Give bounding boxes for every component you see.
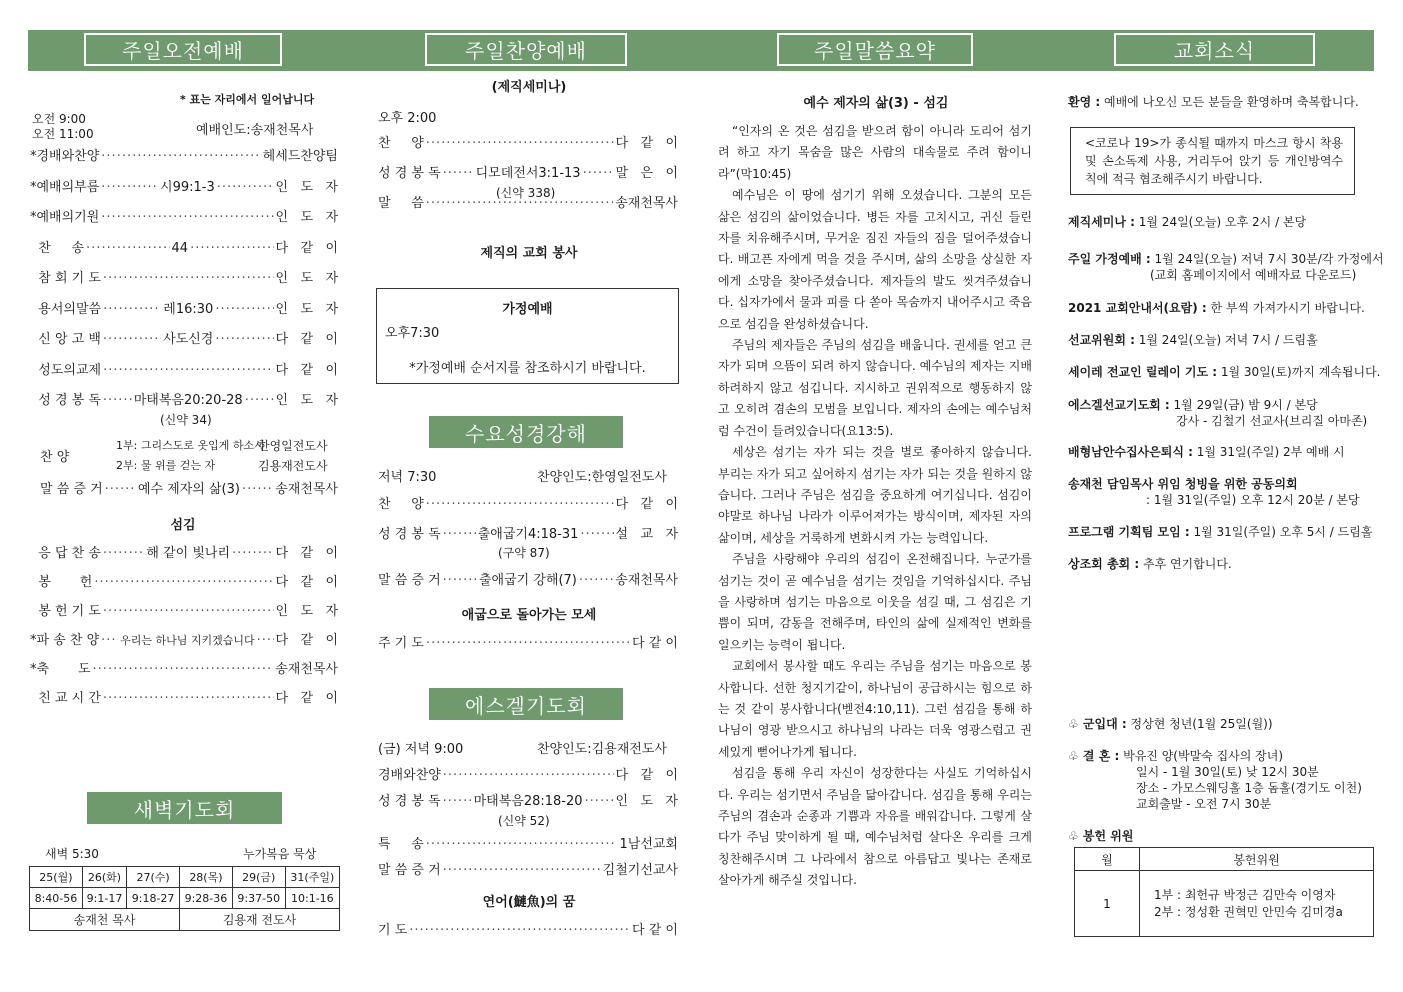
day-cell: 27(수) xyxy=(127,867,180,888)
offering-table xyxy=(1074,847,1374,937)
news-item-text: 1월 24일(오늘) 저녁 7시 / 드림홀 xyxy=(1138,333,1318,347)
dawn-topic: 누가복음 묵상 xyxy=(243,847,317,861)
order-item-content: 레16:30 xyxy=(163,301,214,317)
news-item xyxy=(1068,476,1298,493)
news-item-text: 한 부씩 가져가시기 바랍니다. xyxy=(1210,301,1365,315)
verse-cell: 8:40-56 xyxy=(30,888,83,909)
order-row xyxy=(30,545,338,563)
news-item xyxy=(1068,524,1372,541)
order-item-who: 다 같 이 xyxy=(275,332,338,347)
summary-paragraph: 세상은 섬기는 자가 되는 것을 별로 좋아하지 않습니다. 부리는 자가 되고 싶어하지 섬기는 자가 되는 것을 원하지 않습니다. 그러나 주님은 섬김을 중요하게 여기십니다. 섬김이야말로 하나님 나라가 이루어져가는 방식이며, 제자된 자의 삶이며, 세상을 거룩하게 변화시켜 가는 능력입니다. xyxy=(718,445,1032,545)
sermon-preacher: 송재천목사 xyxy=(275,482,338,497)
order-item-label: 찬 양 xyxy=(378,136,424,151)
military-text: 정상현 청년(1월 25일(월)) xyxy=(1130,717,1273,731)
wedding-line xyxy=(1068,748,1283,765)
order-item-content: 우리는 하나님 지키겠습니다 xyxy=(120,634,255,647)
order-item-label: 봉 헌 xyxy=(30,575,93,590)
order-row xyxy=(30,148,338,166)
header-church-news: 교회소식 xyxy=(1114,33,1315,66)
leader-cell: 송재천 목사 xyxy=(30,909,180,931)
order-row xyxy=(378,165,678,183)
order-item-who: 인 도 자 xyxy=(275,393,338,408)
verse-cell: 9:37-50 xyxy=(232,888,285,909)
order-row xyxy=(30,392,338,410)
offering-head-month: 월 xyxy=(1075,848,1140,871)
wedding-place: 장소 - 가모스웨딩홀 1층 돔홀(경기도 이천) xyxy=(1136,781,1362,795)
order-item-content: 디모데전서3:1-13 xyxy=(475,166,581,181)
wedding-bus: 교회출발 - 오전 7시 30분 xyxy=(1136,797,1272,811)
news-item xyxy=(1068,332,1318,349)
order-item-content: 시99:1-3 xyxy=(160,179,215,195)
news-item-label: 배형남안수집사은퇴식 : xyxy=(1068,445,1193,459)
order-row xyxy=(30,362,338,380)
sermon-title: 예수 제자의 삶(3) xyxy=(137,482,240,497)
order-item-label: 참 회 기 도 xyxy=(30,271,101,286)
ezekiel-prayer-who: 다 같 이 xyxy=(632,923,678,938)
news-item xyxy=(1176,413,1367,430)
order-item-label: 성도의교제 xyxy=(30,362,102,378)
order-item-label: *파 송 찬 양 xyxy=(30,633,100,648)
news-item-text: 1월 31일(주일) 오후 5시 / 드림홀 xyxy=(1193,525,1373,539)
news-item xyxy=(1068,364,1381,381)
ezekiel-bible-page: (신약 52) xyxy=(498,814,550,828)
verse-cell: 9:18-27 xyxy=(127,888,180,909)
order-item-who: 송재천목사 xyxy=(275,662,338,677)
order-row xyxy=(378,496,678,514)
order-item-who: 다 같 이 xyxy=(275,240,338,256)
verse-cell: 10:1-16 xyxy=(285,888,339,909)
summary-paragraph: “인자의 온 것은 섬김을 받으려 함이 아니라 도리어 섬기려 하고 자기 목숨을 많은 사람의 대속물로 주려 함이니라”(막10:45) xyxy=(718,124,1032,181)
summary-paragraph: 예수님은 이 땅에 섬기기 위해 오셨습니다. 그분의 모든 삶은 섬김의 삶이었습니다. 병든 자를 고치시고, 귀신 들린 자를 치유해주시며, 무거운 짐진 자들의 짐을 덜어주셨습니다. 배고픈 자에게 먹을 것을 주시며, 삶의 소망을 상실한 자에게 소망을 찾아주셨습니다. 제자들의 발도 씻겨주셨습니다. 십자가에서 물과 피를 다 쏟아 목숨까지 내어주시고 죽음으로 섬김을 완성하셨습니다. xyxy=(718,188,1032,331)
order-item-who: 다 같 이 xyxy=(615,497,678,512)
order-item-who: 인 도 자 xyxy=(275,210,338,225)
order-item-label: 성 경 봉 독 xyxy=(378,166,441,181)
order-item-who: 다 같 이 xyxy=(275,633,338,648)
header-morning-worship: 주일오전예배 xyxy=(84,33,282,66)
ezekiel-prayer-label: 기 도 xyxy=(378,923,408,938)
offering-label: ♧ 봉헌 위원 xyxy=(1068,829,1134,843)
wednesday-leader: 찬양인도:한영일전도사 xyxy=(537,470,667,485)
seminar-bible-page: (신약 338) xyxy=(496,186,556,200)
day-cell: 25(월) xyxy=(30,867,83,888)
news-item-text: 1월 24일(오늘) 저녁 7시 30분/각 가정에서 xyxy=(1154,252,1384,266)
anthem-1: 1부: 그리스도로 옷입게 하소서 xyxy=(116,439,265,452)
offering-month: 1 xyxy=(1075,871,1140,937)
order-item-who: 다 같 이 xyxy=(275,691,338,706)
offering-members xyxy=(1140,871,1374,937)
order-item-who: 인 도 자 xyxy=(275,271,338,286)
leader-cell: 김용재 전도사 xyxy=(180,909,340,931)
order-item-label: 찬 양 xyxy=(378,497,424,512)
order-row xyxy=(378,767,678,785)
news-item-label: 에스겔선교기도회 : xyxy=(1068,398,1170,412)
home-worship-title: 가정예배 xyxy=(502,302,553,317)
news-item xyxy=(1146,492,1360,509)
offering-1st: 1부 : 최헌규 박정근 김만숙 이영자 xyxy=(1154,887,1336,902)
order-row xyxy=(30,240,338,258)
order-row xyxy=(378,836,678,854)
order-item-content: 해 같이 빛나리 xyxy=(146,546,231,561)
order-item-who: 1남선교회 xyxy=(619,837,678,852)
order-item-label: 말 씀 xyxy=(378,196,424,211)
order-row xyxy=(30,632,338,650)
news-item-text: 1월 29일(금) 밤 9시 / 본당 xyxy=(1173,398,1318,412)
stand-note: * 표는 자리에서 일어납니다 xyxy=(180,93,315,106)
news-item-text: 1월 24일(오늘) 오후 2시 / 본당 xyxy=(1138,215,1307,229)
anthem-2-singer: 김용재전도사 xyxy=(258,459,328,473)
news-item-label: 세이레 전교인 릴레이 기도 : xyxy=(1068,365,1218,379)
news-item xyxy=(1068,214,1306,231)
covid-notice: <코로나 19>가 종식될 때까지 마스크 항시 착용 및 손소독제 사용, 거리두어 앉기 등 개인방역수칙에 적극 협조해주시기 바랍니다. xyxy=(1085,136,1343,186)
order-item-label: 성 경 봉 독 xyxy=(378,527,441,542)
order-item-label: 용서의말씀 xyxy=(30,301,102,317)
order-item-label: *축 도 xyxy=(30,662,91,677)
order-item-who: 인 도 자 xyxy=(275,604,338,619)
order-item-content: 사도신경 xyxy=(163,332,214,347)
service-time-2: 오전 11:00 xyxy=(32,127,94,141)
wednesday-prayer-label: 주 기 도 xyxy=(378,636,424,651)
wednesday-sermon-preacher: 송재천목사 xyxy=(615,573,678,588)
news-item-label: 제직세미나 : xyxy=(1068,215,1135,229)
dawn-schedule-table xyxy=(29,866,340,931)
summary-paragraph: 섬김을 통해 우리 자신이 성장한다는 사실도 기억하십시다. 우리는 섬기면서 주님을 닮아갑니다. 섬김을 통해 우리는 주님의 겸손과 순종과 기쁨과 자유를 배워갑니다. 그렇게 살다가 주님 맞이하게 될 때, 예수님처럼 살다온 우리를 크게 칭찬해주시며 그 나라에서 참으로 아름답고 빛나는 존재로 살아가게 해주실 것입니다. xyxy=(718,766,1032,888)
news-item-label: 주일 가정예배 : xyxy=(1068,252,1151,266)
order-row xyxy=(30,603,338,621)
order-row xyxy=(30,270,338,288)
order-item-who: 인 도 자 xyxy=(275,301,338,317)
news-item xyxy=(1068,251,1384,268)
order-item-label: 응 답 찬 송 xyxy=(30,546,101,561)
order-item-content: 마태복음20:20-28 xyxy=(133,393,243,408)
news-item-label: 프로그램 기획팀 모임 : xyxy=(1068,525,1190,539)
news-item-label: 상조회 총회 : xyxy=(1068,557,1140,571)
anthem-2: 2부: 물 위를 걷는 자 xyxy=(116,459,216,472)
news-item-text: 추후 연기합니다. xyxy=(1142,557,1232,571)
header-praise-worship: 주일찬양예배 xyxy=(425,33,627,66)
order-item-who: 인 도 자 xyxy=(275,179,338,195)
order-row xyxy=(30,331,338,349)
welcome-label: 환영 : xyxy=(1068,95,1101,109)
offering-2nd: 2부 : 정성환 권혁민 안민숙 김미경a xyxy=(1154,904,1343,919)
summary-paragraph: 교회에서 봉사할 때도 우리는 주님을 섬기는 마음으로 봉사합니다. 선한 청지기같이, 하나님이 공급하시는 힘으로 하는 것 같이 봉사합니다(벧전4:10,11). 그런 섬김을 통해 하나님이 영광 받으시고 하나님의 나라는 더욱 영광스럽고 권세있게 뻗어나가게 됩니다. xyxy=(718,659,1032,759)
order-item-label: 신 앙 고 백 xyxy=(30,332,101,347)
order-item-label: 친 교 시 간 xyxy=(30,691,101,706)
order-item-who: 다 같 이 xyxy=(615,768,678,783)
worship-leader: 예배인도:송재천목사 xyxy=(196,123,314,138)
order-item-label: 말 씀 증 거 xyxy=(378,863,441,878)
home-worship-note: *가정예배 순서지를 참조하시기 바랍니다. xyxy=(409,361,646,376)
seminar-topic: 제직의 교회 봉사 xyxy=(480,246,578,261)
news-item xyxy=(1068,556,1232,573)
seminar-time: 오후 2:00 xyxy=(378,111,437,126)
news-item-label: 2021 교회안내서(요람) : xyxy=(1068,301,1207,315)
military-label: ♧ 군입대 : xyxy=(1068,717,1127,731)
order-item-who: 다 같 이 xyxy=(615,136,678,151)
wednesday-topic: 애굽으로 돌아가는 모세 xyxy=(461,608,597,623)
header-sermon-summary: 주일말씀요약 xyxy=(777,33,973,66)
order-row xyxy=(30,661,338,679)
order-item-who: 송재천목사 xyxy=(615,196,678,211)
welcome-line xyxy=(1068,93,1359,110)
sermon-row xyxy=(40,481,338,499)
order-item-who: 김철기선교사 xyxy=(602,863,678,878)
wednesday-prayer-who: 다 같 이 xyxy=(632,636,678,651)
order-item-label: 성 경 봉 독 xyxy=(378,794,441,809)
news-item xyxy=(1068,444,1345,461)
dawn-time: 새벽 5:30 xyxy=(45,847,99,861)
order-row xyxy=(378,135,678,153)
offering-head-members: 봉헌위원 xyxy=(1140,848,1374,871)
order-item-label: *예배의기원 xyxy=(30,210,100,225)
wednesday-prayer-row xyxy=(378,635,678,653)
order-item-label: 봉 헌 기 도 xyxy=(30,604,101,619)
order-item-who: 설 교 자 xyxy=(615,527,678,542)
wednesday-sermon-label: 말 씀 증 거 xyxy=(378,573,441,588)
order-item-content: 마태복음28:18-20 xyxy=(473,794,583,809)
order-item-who: 헤세드찬양팀 xyxy=(262,149,338,164)
news-item-text: : 1월 31일(주일) 오후 12시 20분 / 본당 xyxy=(1146,493,1360,507)
dawn-prayer-title: 새벽기도회 xyxy=(87,792,282,824)
order-row xyxy=(30,690,338,708)
news-item-text: 1월 30일(토)까지 계속됩니다. xyxy=(1220,365,1381,379)
order-item-label: 찬 송 xyxy=(30,240,85,256)
bible-page: (신약 34) xyxy=(160,413,212,427)
wednesday-sermon-row xyxy=(378,572,678,590)
news-item xyxy=(1150,267,1356,284)
summary-paragraph: 주님을 사랑해야 우리의 섬김이 온전해집니다. 누군가를 섬기는 것이 곧 예수님을 섬기는 것임을 기억하십시다. 주님을 사랑하며 섬기는 마음으로 이웃을 섬길 때, 그 섬김은 기쁨이 되며, 감동을 전해주며, 타인의 삶에 실제적인 변화를 일으키는 능력이 됩니다. xyxy=(718,552,1032,652)
service-time-1: 오전 9:00 xyxy=(32,112,86,126)
order-item-label: *경배와찬양 xyxy=(30,149,100,164)
wednesday-time: 저녁 7:30 xyxy=(378,470,437,485)
order-row xyxy=(378,862,678,880)
order-row xyxy=(30,301,338,319)
wednesday-bible-page: (구약 87) xyxy=(498,546,550,560)
ezekiel-time: (금) 저녁 9:00 xyxy=(378,742,464,757)
anthem-1-singer: 한영일전도사 xyxy=(258,439,328,453)
order-item-content: 출애굽기4:18-31 xyxy=(477,527,579,542)
sermon-summary-title: 예수 제자의 삶(3) - 섬김 xyxy=(803,96,949,111)
order-item-who: 다 같 이 xyxy=(275,362,338,378)
order-row xyxy=(378,526,678,544)
summary-paragraph: 주님의 제자들은 주님의 섬김을 배웁니다. 권세를 얻고 큰 자가 되며 으뜸이 되려 하지 않습니다. 예수님의 제자는 지배하려하지 않고 섬깁니다. 지시하고 권위적으로 행동하지 않고 오히려 겸손의 모범을 보입니다. 제자의 손에는 예수님처럼 수건이 들려있습니다(요13:5). xyxy=(718,338,1032,438)
verse-cell: 9:1-17 xyxy=(82,888,126,909)
wedding-name: 박유진 양(박말숙 집사의 장녀) xyxy=(1123,749,1284,763)
military-line xyxy=(1068,716,1273,733)
sermon-label: 말 씀 증 거 xyxy=(40,482,103,497)
wedding-label: ♧ 결 혼 : xyxy=(1068,749,1120,763)
ezekiel-title: 에스겔기도회 xyxy=(429,688,623,720)
order-item-who: 말 은 이 xyxy=(615,166,678,181)
welcome-text: 예배에 나오신 모든 분들을 환영하며 축복합니다. xyxy=(1104,95,1359,109)
order-item-label: *예배의부름 xyxy=(30,179,100,195)
news-item-label: 송재천 담임목사 위임 청빙을 위한 공동의회 xyxy=(1068,477,1298,491)
order-item-who: 다 같 이 xyxy=(275,546,338,561)
day-cell: 26(화) xyxy=(82,867,126,888)
order-row xyxy=(30,574,338,592)
news-item xyxy=(1068,300,1365,317)
news-item-label: 선교위원회 : xyxy=(1068,333,1135,347)
ezekiel-topic: 연어(鰱魚)의 꿈 xyxy=(482,895,576,910)
wedding-date: 일시 - 1월 30일(토) 낮 12시 30분 xyxy=(1136,765,1319,779)
verse-cell: 9:28-36 xyxy=(180,888,233,909)
ezekiel-leader: 찬양인도:김용재전도사 xyxy=(537,742,667,757)
order-item-label: 특 송 xyxy=(378,837,424,852)
order-item-who: 다 같 이 xyxy=(275,575,338,590)
order-item-label: 경배와찬양 xyxy=(378,768,441,783)
order-row xyxy=(378,793,678,811)
sermon-subtitle: 섬김 xyxy=(170,518,196,533)
news-item-text: 1월 31일(주일) 2부 예배 시 xyxy=(1196,445,1345,459)
anthem-label: 찬 양 xyxy=(40,450,70,465)
day-cell: 29(금) xyxy=(232,867,285,888)
wednesday-title: 수요성경강해 xyxy=(429,416,623,448)
home-worship-time: 오후7:30 xyxy=(385,326,440,341)
news-item xyxy=(1068,397,1318,414)
news-item-text: (교회 홈페이지에서 예배자료 다운로드) xyxy=(1150,268,1357,282)
order-row xyxy=(30,179,338,197)
order-item-who: 인 도 자 xyxy=(615,794,678,809)
day-cell: 31(주일) xyxy=(285,867,339,888)
day-cell: 28(목) xyxy=(180,867,233,888)
order-item-label: 성 경 봉 독 xyxy=(30,393,101,408)
order-item-content: 44 xyxy=(171,240,189,256)
ezekiel-prayer-row xyxy=(378,922,678,940)
order-row xyxy=(30,209,338,227)
wednesday-sermon-title: 출애굽기 강해(7) xyxy=(478,573,577,588)
seminar-subtitle: (제직세미나) xyxy=(491,80,567,95)
sermon-summary-body xyxy=(718,121,1032,892)
news-item-text: 강사 - 김철기 선교사(브리질 아마존) xyxy=(1176,414,1368,428)
